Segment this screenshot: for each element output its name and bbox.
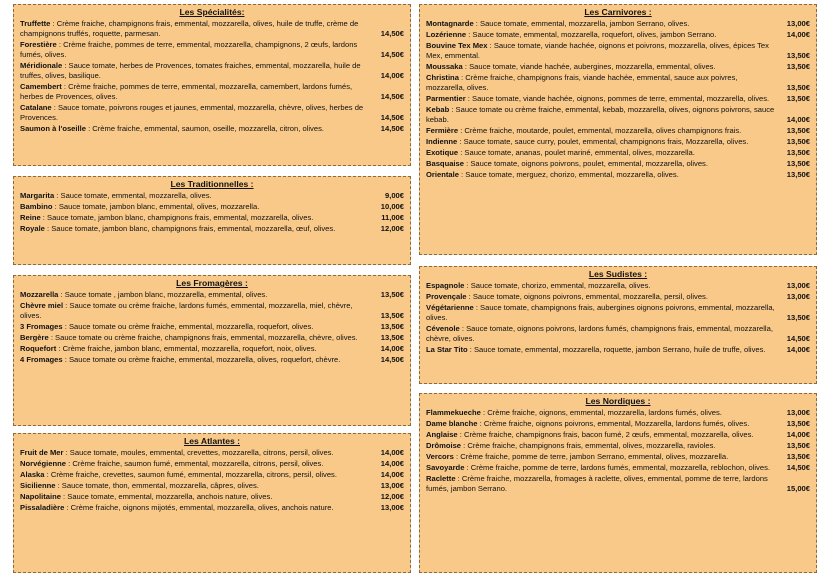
item-name: Espagnole bbox=[426, 281, 465, 290]
menu-item bbox=[20, 61, 404, 81]
menu-item bbox=[20, 19, 404, 39]
item-price: 13,00€ bbox=[786, 19, 810, 28]
item-name: Raclette bbox=[426, 474, 456, 483]
item-desc: : Sauce tomate, ananas, poulet mariné, emmental, olives, mozzarella. bbox=[458, 148, 695, 157]
item-name: Pissaladière bbox=[20, 503, 65, 512]
item-desc: : Sauce tomate, jambon blanc, champignons frais, emmental, mozzarella, œuf, olives. bbox=[44, 224, 336, 233]
menu-item bbox=[20, 82, 404, 102]
item-desc: : Sauce tomate, jambon blanc, emmental, olives, mozzarella. bbox=[52, 202, 260, 211]
item-desc: : Crème fraiche, jambon blanc, emmental, mozzarella, roquefort, noix, olives. bbox=[56, 344, 317, 353]
item-name: Savoyarde bbox=[426, 463, 465, 472]
item-name: Exotique bbox=[426, 148, 459, 157]
item-desc: : Sauce tomate, oignons poivrons, lardons fumés, champignons frais, emmental, mozzarella, chèvre, olives. bbox=[426, 324, 773, 343]
item-desc: : Crème fraiche, champignons frais, viande hachée, emmental, sauce aux poivres, mozzarella, olives. bbox=[426, 73, 738, 92]
section-title: Les Fromagères : bbox=[176, 278, 248, 288]
item-price: 12,00€ bbox=[380, 224, 404, 233]
item-price: 13,50€ bbox=[786, 62, 810, 71]
menu-item bbox=[426, 159, 810, 169]
item-name: Orientale bbox=[426, 170, 459, 179]
item-name: Margarita bbox=[20, 191, 55, 200]
item-name: Lozérienne bbox=[426, 30, 467, 39]
item-desc: : Sauce tomate, champignons frais, aubergines oignons poivrons, emmental, mozzarella, olives. bbox=[426, 303, 775, 322]
item-name: Napolitaine bbox=[20, 492, 61, 501]
item-price: 13,50€ bbox=[380, 333, 404, 342]
item-name: Christina bbox=[426, 73, 459, 82]
menu-item bbox=[20, 124, 404, 134]
item-desc: : Sauce tomate, emmental, mozzarella, roquette, jambon Serrano, huile de truffe, olives. bbox=[467, 345, 766, 354]
item-price: 14,50€ bbox=[380, 124, 404, 133]
menu-item bbox=[426, 474, 810, 494]
section-title: Les Atlantes : bbox=[183, 436, 241, 446]
item-price: 14,00€ bbox=[380, 470, 404, 479]
item-name: Camembert bbox=[20, 82, 62, 91]
item-desc: : Crème fraiche, champignons frais, emmental, olives, mozzarella, ravioles. bbox=[461, 441, 716, 450]
item-price: 14,50€ bbox=[786, 334, 810, 343]
section-carnivores bbox=[419, 4, 817, 255]
item-price: 13,50€ bbox=[786, 83, 810, 92]
item-price: 13,00€ bbox=[786, 292, 810, 301]
item-price: 14,00€ bbox=[786, 30, 810, 39]
item-desc: : Crème fraiche, crevettes, saumon fumé, emmental, mozzarella, citrons, persil, olives. bbox=[44, 470, 337, 479]
item-desc: : Crème fraiche, mozzarella, fromages à raclette, olives, emmental, pomme de terre, lardons fumés, jambon Serrano. bbox=[426, 474, 768, 493]
item-name: Montagnarde bbox=[426, 19, 474, 28]
item-price: 12,00€ bbox=[380, 492, 404, 501]
item-name: Parmentier bbox=[426, 94, 466, 103]
menu-item bbox=[426, 441, 810, 451]
item-name: Vercors bbox=[426, 452, 454, 461]
item-name: Alaska bbox=[20, 470, 45, 479]
item-price: 14,50€ bbox=[380, 50, 404, 59]
item-name: Drômoise bbox=[426, 441, 462, 450]
item-price: 13,50€ bbox=[786, 441, 810, 450]
item-desc: : Sauce tomate , jambon blanc, mozzarella, emmental, olives. bbox=[58, 290, 268, 299]
menu-item bbox=[20, 191, 404, 201]
item-price: 14,50€ bbox=[380, 92, 404, 101]
item-price: 14,50€ bbox=[380, 29, 404, 38]
item-desc: : Sauce tomate, viande hachée, oignons et poivrons, mozzarella, olives, épices Tex Mex, emmental. bbox=[426, 41, 769, 60]
item-desc: : Sauce tomate, emmental, mozzarella, roquefort, olives, jambon Serrano. bbox=[466, 30, 717, 39]
item-price: 10,00€ bbox=[380, 202, 404, 211]
item-price: 14,00€ bbox=[380, 448, 404, 457]
item-desc: : Crème fraiche, pommes de terre, emmental, mozzarella, champignons, 2 œufs, lardons fumés, olives. bbox=[20, 40, 358, 59]
item-price: 14,00€ bbox=[786, 345, 810, 354]
item-price: 13,50€ bbox=[786, 159, 810, 168]
item-name: Moussaka bbox=[426, 62, 463, 71]
menu-item bbox=[426, 452, 810, 462]
menu-item bbox=[426, 148, 810, 158]
item-price: 13,00€ bbox=[380, 503, 404, 512]
item-name: Végétarienne bbox=[426, 303, 474, 312]
item-desc: : Crème fraiche, champignons frais, bacon fumé, 2 œufs, emmental, mozzarella, olives. bbox=[457, 430, 754, 439]
item-price: 14,00€ bbox=[786, 430, 810, 439]
item-desc: : Sauce tomate, oignons poivrons, emmental, mozzarella, persil, olives. bbox=[466, 292, 708, 301]
menu-item bbox=[20, 448, 404, 458]
menu-item bbox=[20, 103, 404, 123]
menu-item bbox=[20, 470, 404, 480]
menu-item bbox=[426, 303, 810, 323]
item-desc: : Crème fraiche, moutarde, poulet, emmental, mozzarella, olives champignons frais. bbox=[458, 126, 742, 135]
item-name: Bergère bbox=[20, 333, 49, 342]
menu-item bbox=[20, 224, 404, 234]
item-name: Méridionale bbox=[20, 61, 63, 70]
item-desc: : Sauce tomate, sauce curry, poulet, emmental, champignons frais, Mozzarella, olives. bbox=[457, 137, 749, 146]
item-name: Kebab bbox=[426, 105, 450, 114]
item-price: 11,00€ bbox=[381, 213, 404, 222]
item-name: Fermière bbox=[426, 126, 459, 135]
menu-item bbox=[426, 105, 810, 125]
item-price: 13,50€ bbox=[380, 311, 404, 320]
item-name: Chèvre miel bbox=[20, 301, 64, 310]
item-name: Fruit de Mer bbox=[20, 448, 64, 457]
item-name: Dame blanche bbox=[426, 419, 478, 428]
menu-item bbox=[426, 126, 810, 136]
item-desc: : Sauce tomate, merguez, chorizo, emmental, mozzarella, olives. bbox=[458, 170, 679, 179]
item-desc: : Sauce tomate, emmental, mozzarella, jambon Serrano, olives. bbox=[473, 19, 690, 28]
menu-item bbox=[20, 290, 404, 300]
menu-item bbox=[20, 301, 404, 321]
menu-item bbox=[426, 62, 810, 72]
item-desc: : Sauce tomate ou crème fraiche, lardons fumés, emmental, mozzarella, miel, chèvre, olives. bbox=[20, 301, 353, 320]
menu-item bbox=[20, 40, 404, 60]
section-title: Les Traditionnelles : bbox=[170, 179, 254, 189]
item-name: Cévenole bbox=[426, 324, 460, 333]
item-price: 14,00€ bbox=[786, 115, 810, 124]
section-traditionnelles bbox=[13, 176, 411, 265]
item-desc: : Sauce tomate, viande hachée, oignons, pommes de terre, emmental, mozzarella, olives. bbox=[465, 94, 770, 103]
menu-item bbox=[20, 202, 404, 212]
section-title: Les Nordiques : bbox=[585, 396, 651, 406]
item-price: 13,00€ bbox=[786, 281, 810, 290]
item-desc: : Sauce tomate ou crème fraiche, emmental, kebab, mozzarella, olives, oignons poivrons, sauce kebab. bbox=[426, 105, 775, 124]
item-desc: : Sauce tomate, poivrons rouges et jaunes, emmental, mozzarella, chèvre, olives, herbes de Provences. bbox=[20, 103, 364, 122]
item-name: Forestière bbox=[20, 40, 57, 49]
item-price: 13,50€ bbox=[786, 419, 810, 428]
item-desc: : Crème fraiche, pomme de terre, lardons fumés, emmental, mozzarella, reblochon, olives. bbox=[464, 463, 770, 472]
item-price: 13,50€ bbox=[380, 322, 404, 331]
item-name: Flammekueche bbox=[426, 408, 481, 417]
item-desc: : Crème fraiche, champignons frais, emmental, mozzarella, olives, huile de truffe, crème de champignons truffés, roquette, parmesan. bbox=[20, 19, 359, 38]
menu-item bbox=[426, 292, 810, 302]
item-desc: : Sauce tomate, emmental, mozzarella, olives. bbox=[54, 191, 212, 200]
item-price: 13,50€ bbox=[786, 94, 810, 103]
item-desc: : Crème fraiche, oignons poivrons, emmental, Mozzarella, lardons fumés, olives. bbox=[477, 419, 750, 428]
menu-item bbox=[20, 344, 404, 354]
item-desc: : Sauce tomate, jambon blanc, champignons frais, emmental, mozzarella, olives. bbox=[40, 213, 314, 222]
item-name: Bouvine Tex Mex bbox=[426, 41, 488, 50]
menu-item bbox=[426, 324, 810, 344]
menu-item bbox=[20, 481, 404, 491]
item-name: La Star Tito bbox=[426, 345, 468, 354]
section-title: Les Carnivores : bbox=[584, 7, 652, 17]
menu-item bbox=[426, 408, 810, 418]
item-price: 9,00€ bbox=[384, 191, 404, 200]
menu-item bbox=[20, 492, 404, 502]
item-desc: : Crème fraiche, oignons, emmental, mozzarella, lardons fumés, olives. bbox=[480, 408, 722, 417]
item-price: 13,50€ bbox=[786, 126, 810, 135]
section-atlantes bbox=[13, 433, 411, 573]
menu-item bbox=[426, 345, 810, 355]
item-name: Indienne bbox=[426, 137, 458, 146]
menu-item bbox=[20, 355, 404, 365]
item-name: Reine bbox=[20, 213, 41, 222]
item-price: 14,50€ bbox=[786, 463, 810, 472]
item-name: Roquefort bbox=[20, 344, 57, 353]
item-name: Catalane bbox=[20, 103, 52, 112]
item-desc: : Sauce tomate, thon, emmental, mozzarella, câpres, olives. bbox=[55, 481, 259, 490]
item-desc: : Sauce tomate ou crème fraiche, champignons frais, emmental, mozzarella, chèvre, olives. bbox=[48, 333, 358, 342]
item-name: Royale bbox=[20, 224, 45, 233]
item-desc: : Crème fraiche, pommes de terre, emmental, mozzarella, camembert, lardons fumés, herbes de Provences, olives. bbox=[20, 82, 353, 101]
item-price: 13,50€ bbox=[786, 51, 810, 60]
menu-item bbox=[426, 170, 810, 180]
item-desc: : Sauce tomate, emmental, mozzarella, anchois nature, olives. bbox=[60, 492, 273, 501]
menu-item bbox=[20, 459, 404, 469]
item-desc: : Sauce tomate ou crème fraiche, emmental, mozzarella, olives, roquefort, chèvre. bbox=[62, 355, 341, 364]
menu-item bbox=[426, 137, 810, 147]
item-name: Bambino bbox=[20, 202, 53, 211]
item-price: 13,00€ bbox=[786, 408, 810, 417]
item-price: 14,50€ bbox=[380, 355, 404, 364]
item-desc: : Crème fraiche, pomme de terre, jambon Serrano, emmental, olives, mozzarella. bbox=[453, 452, 729, 461]
item-price: 13,50€ bbox=[786, 313, 810, 322]
section-title: Les Sudistes : bbox=[588, 269, 648, 279]
item-name: Mozzarella bbox=[20, 290, 59, 299]
item-name: Basquaise bbox=[426, 159, 464, 168]
item-price: 13,00€ bbox=[380, 481, 404, 490]
item-desc: : Crème fraiche, emmental, saumon, oseille, mozzarella, citron, olives. bbox=[85, 124, 324, 133]
item-desc: : Sauce tomate ou crème fraiche, emmental, mozzarella, roquefort, olives. bbox=[62, 322, 314, 331]
menu-item bbox=[20, 333, 404, 343]
item-desc: : Crème fraiche, oignons mijotés, emmental, mozzarella, olives, anchois nature. bbox=[64, 503, 334, 512]
item-price: 14,00€ bbox=[380, 71, 404, 80]
item-name: Anglaise bbox=[426, 430, 458, 439]
item-desc: : Sauce tomate, moules, emmental, crevettes, mozzarella, citrons, persil, olives. bbox=[63, 448, 334, 457]
item-name: Sicilienne bbox=[20, 481, 56, 490]
section-fromageres bbox=[13, 275, 411, 426]
item-name: Norvégienne bbox=[20, 459, 66, 468]
menu-item bbox=[426, 41, 810, 61]
item-name: 4 Fromages bbox=[20, 355, 63, 364]
item-price: 13,50€ bbox=[786, 137, 810, 146]
item-price: 13,50€ bbox=[786, 452, 810, 461]
item-desc: : Crème fraiche, saumon fumé, emmental, mozzarella, citrons, persil, olives. bbox=[66, 459, 324, 468]
item-name: 3 Fromages bbox=[20, 322, 63, 331]
menu-item bbox=[426, 73, 810, 93]
item-price: 14,50€ bbox=[380, 113, 404, 122]
item-name: Saumon à l'oseille bbox=[20, 124, 86, 133]
menu-item bbox=[20, 213, 404, 223]
menu-item bbox=[426, 419, 810, 429]
section-sudistes bbox=[419, 266, 817, 384]
item-desc: : Sauce tomate, viande hachée, aubergines, mozzarella, emmental, olives. bbox=[462, 62, 716, 71]
item-desc: : Sauce tomate, oignons poivrons, poulet, emmental, mozzarella, olives. bbox=[464, 159, 708, 168]
menu-item bbox=[426, 463, 810, 473]
menu-item bbox=[426, 94, 810, 104]
item-name: Provençale bbox=[426, 292, 467, 301]
menu-item bbox=[426, 30, 810, 40]
item-price: 15,00€ bbox=[786, 484, 810, 493]
section-specialites bbox=[13, 4, 411, 166]
item-name: Truffette bbox=[20, 19, 51, 28]
menu-item bbox=[426, 281, 810, 291]
item-desc: : Sauce tomate, herbes de Provences, tomates fraiches, emmental, mozzarella, huile de truffes, olives, basilique. bbox=[20, 61, 361, 80]
item-price: 13,50€ bbox=[786, 170, 810, 179]
item-desc: : Sauce tomate, chorizo, emmental, mozzarella, olives. bbox=[464, 281, 651, 290]
menu-item bbox=[20, 503, 404, 513]
menu-item bbox=[426, 430, 810, 440]
section-title: Les Spécialités: bbox=[179, 7, 245, 17]
item-price: 13,50€ bbox=[786, 148, 810, 157]
item-price: 14,00€ bbox=[380, 459, 404, 468]
item-price: 14,00€ bbox=[380, 344, 404, 353]
item-price: 13,50€ bbox=[380, 290, 404, 299]
menu-item bbox=[20, 322, 404, 332]
menu-item bbox=[426, 19, 810, 29]
section-nordiques bbox=[419, 393, 817, 573]
